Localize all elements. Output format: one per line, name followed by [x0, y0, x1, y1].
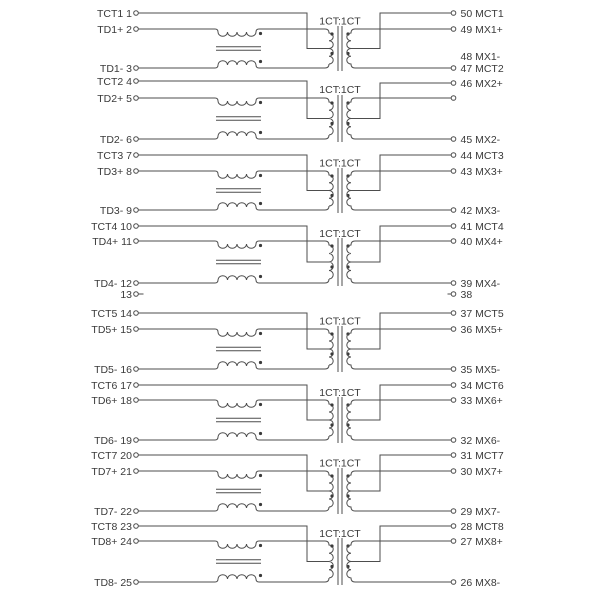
polarity-dot-icon — [330, 32, 333, 35]
pin-label-right: 46 MX2+ — [460, 77, 503, 90]
pin-circle-left — [134, 580, 139, 585]
pin-label-left: TD3+ 8 — [97, 165, 132, 178]
pin-circle-right — [451, 292, 456, 297]
transformer-ratio-label: 1CT:1CT — [319, 315, 361, 328]
pin-label-right: 29 MX7- — [460, 505, 501, 518]
pin-circle-left — [134, 239, 139, 244]
pin-circle-right — [451, 137, 456, 142]
pin-label-right: 30 MX7+ — [460, 465, 503, 478]
pin-label-left: TD6+ 18 — [91, 394, 132, 407]
wire-mct-centertap — [351, 526, 451, 562]
pin-circle-left — [134, 311, 139, 316]
pin-circle-right — [451, 383, 456, 388]
pin-circle-right — [451, 81, 456, 86]
pin-circle-right — [451, 327, 456, 332]
pin-label-left: TD5+ 15 — [91, 323, 132, 336]
pin-label-left: TCT7 20 — [91, 449, 132, 462]
polarity-dot-icon — [259, 574, 262, 577]
polarity-dot-icon — [259, 32, 262, 35]
wire-tct-centertap — [139, 526, 330, 562]
wire-tdminus-choke — [139, 132, 330, 139]
transformer-ratio-label: 1CT:1CT — [319, 15, 361, 28]
transformer-ratio-label: 1CT:1CT — [319, 528, 361, 540]
pin-label-right: 45 MX2- — [460, 133, 501, 146]
pin-circle-left — [134, 169, 139, 174]
polarity-dot-icon — [330, 265, 333, 268]
polarity-dot-icon — [259, 432, 262, 435]
polarity-dot-icon — [259, 403, 262, 406]
pin-circle-left — [134, 524, 139, 529]
pin-label-left: TD4+ 11 — [92, 235, 132, 248]
pin-circle-left — [134, 509, 139, 514]
pin-label-right: 42 MX3- — [460, 204, 501, 217]
wire-tdminus-choke — [139, 203, 330, 210]
pin-label-right: 50 MCT1 — [460, 7, 504, 20]
polarity-dot-icon — [330, 494, 333, 497]
pin-label-left: TCT6 17 — [91, 379, 132, 392]
wire-tct-centertap — [139, 226, 330, 262]
pin-circle-right — [451, 453, 456, 458]
pin-circle-left — [134, 137, 139, 142]
polarity-dot-icon — [330, 332, 333, 335]
pin-label-left: TCT5 14 — [91, 307, 132, 320]
pin-circle-left — [134, 398, 139, 403]
polarity-dot-icon — [330, 352, 333, 355]
pin-circle-right — [451, 281, 456, 286]
pin-circle-left — [134, 27, 139, 32]
pin-circle-left — [134, 438, 139, 443]
wire-mct-centertap — [351, 385, 451, 420]
pin-label-left: TD2+ 5 — [97, 92, 132, 105]
polarity-dot-icon — [259, 131, 262, 134]
transformer-ratio-label: 1CT:1CT — [319, 84, 361, 96]
pin-circle-right — [451, 153, 456, 158]
magnetics-block-8 — [91, 521, 504, 589]
pin-circle-right — [451, 509, 456, 514]
pin-circle-right — [451, 580, 456, 585]
pin-circle-left — [134, 383, 139, 388]
magnetics-block-1 — [97, 8, 504, 75]
polarity-dot-icon — [330, 244, 333, 247]
polarity-dot-icon — [259, 244, 262, 247]
orphan-pin-38 — [448, 289, 473, 301]
transformer-ratio-label: 1CT:1CT — [319, 157, 361, 170]
pin-circle-right — [451, 469, 456, 474]
wire-tdminus-choke — [139, 61, 330, 68]
pin-label-left: TCT8 23 — [91, 520, 132, 533]
pin-label-right: 43 MX3+ — [460, 165, 503, 178]
wire-tct-centertap — [139, 155, 330, 191]
wire-mct-centertap — [351, 155, 451, 191]
pin-circle-right — [451, 224, 456, 229]
magnetics-block-2 — [97, 76, 503, 146]
pin-label-right: 28 MCT8 — [460, 520, 504, 533]
polarity-dot-icon — [330, 174, 333, 177]
pin-circle-left — [134, 11, 139, 16]
pin-circle-right — [451, 66, 456, 71]
magnetics-block-3 — [97, 150, 504, 217]
magnetics-block-7 — [91, 450, 504, 518]
polarity-dot-icon — [259, 275, 262, 278]
pin-circle-left — [134, 224, 139, 229]
pin-label-right: 36 MX5+ — [460, 323, 503, 336]
pin-label-right: 48 MX1- — [460, 50, 501, 63]
wire-tct-centertap — [139, 81, 330, 119]
magnetics-block-6 — [91, 380, 504, 447]
pin-circle-right — [451, 367, 456, 372]
polarity-dot-icon — [330, 403, 333, 406]
pin-label-right: 33 MX6+ — [460, 394, 503, 407]
pin-circle-left — [134, 367, 139, 372]
pin-label-right: 40 MX4+ — [460, 235, 503, 248]
polarity-dot-icon — [330, 194, 333, 197]
pin-circle-right — [451, 208, 456, 213]
wire-mct-centertap — [351, 13, 451, 49]
pin-circle-left — [134, 539, 139, 544]
pin-circle-left — [134, 66, 139, 71]
pin-label-left: TD3- 9 — [99, 204, 132, 217]
polarity-dot-icon — [259, 361, 262, 364]
pin-label-left: TCT1 1 — [96, 7, 132, 20]
pin-label-right: 38 — [460, 288, 473, 301]
wire-tct-centertap — [139, 13, 330, 49]
pin-label-right: 34 MCT6 — [460, 379, 504, 392]
pin-label-left: TD8+ 24 — [91, 535, 132, 548]
pin-circle-right — [451, 239, 456, 244]
pin-circle-left — [134, 327, 139, 332]
pin-label-left: TD8- 25 — [94, 576, 132, 589]
transformer-ratio-label: 1CT:1CT — [319, 387, 361, 399]
pin-circle-right — [451, 311, 456, 316]
transformer-ratio-label: 1CT:1CT — [319, 228, 361, 240]
pin-label-right: 35 MX5- — [460, 363, 501, 376]
pin-circle-right — [451, 438, 456, 443]
pin-circle-right — [451, 96, 456, 101]
pin-label-left: TCT4 10 — [91, 220, 132, 233]
pin-label-left: TCT3 7 — [96, 149, 132, 162]
pin-label-right: 39 MX4- — [460, 277, 501, 290]
polarity-dot-icon — [259, 60, 262, 63]
wire-tdminus-choke — [139, 433, 330, 440]
pin-label-left: TCT2 4 — [96, 75, 132, 88]
wire-tdminus-choke — [139, 362, 330, 369]
pin-label-right: 32 MX6- — [460, 434, 501, 447]
transformer-ratio-label: 1CT:1CT — [319, 457, 361, 470]
pin-label-left: TD1+ 2 — [97, 23, 132, 36]
orphan-pin-13 — [120, 289, 143, 301]
wire-tct-centertap — [139, 385, 330, 420]
polarity-dot-icon — [330, 544, 333, 547]
wire-mct-centertap — [351, 455, 451, 491]
polarity-dot-icon — [330, 101, 333, 104]
magnetics-block-5 — [91, 308, 504, 376]
pin-circle-right — [451, 524, 456, 529]
polarity-dot-icon — [330, 122, 333, 125]
wire-tdminus-choke — [139, 575, 330, 582]
polarity-dot-icon — [259, 474, 262, 477]
wire-mct-centertap — [351, 226, 451, 262]
pin-label-left: TD1- 3 — [99, 62, 132, 75]
pin-label-right: 26 MX8- — [460, 576, 501, 589]
wire-tct-centertap — [139, 455, 330, 491]
pin-circle-left — [134, 281, 139, 286]
pin-label-right: 31 MCT7 — [460, 449, 504, 462]
polarity-dot-icon — [330, 565, 333, 568]
polarity-dot-icon — [259, 101, 262, 104]
polarity-dot-icon — [259, 174, 262, 177]
magnetics-block-4 — [91, 221, 504, 290]
wire-mct-centertap — [351, 313, 451, 349]
pin-circle-left — [134, 453, 139, 458]
pin-circle-left — [134, 96, 139, 101]
polarity-dot-icon — [330, 52, 333, 55]
wire-tdminus-choke — [139, 504, 330, 511]
pin-circle-right — [451, 398, 456, 403]
pin-label-left: TD7- 22 — [94, 505, 132, 518]
pin-label-right: 49 MX1+ — [460, 23, 503, 36]
wire-tct-centertap — [139, 313, 330, 349]
polarity-dot-icon — [259, 544, 262, 547]
polarity-dot-icon — [259, 202, 262, 205]
pin-circle-left — [134, 292, 139, 297]
pin-label-right: 47 MCT2 — [460, 62, 504, 75]
pin-label-right: 37 MCT5 — [460, 307, 504, 320]
pin-label-right: 41 MCT4 — [460, 220, 504, 233]
pin-label-right: 27 MX8+ — [460, 535, 503, 548]
wire-tdminus-choke — [139, 276, 330, 283]
pin-label-left: TD4- 12 — [94, 277, 132, 290]
pin-circle-right — [451, 539, 456, 544]
polarity-dot-icon — [259, 332, 262, 335]
pin-label-left: TD6- 19 — [94, 434, 132, 447]
polarity-dot-icon — [330, 423, 333, 426]
pin-circle-right — [451, 169, 456, 174]
pin-label-left: TD7+ 21 — [91, 465, 132, 478]
pin-circle-left — [134, 208, 139, 213]
pin-label-left: TD2- 6 — [99, 133, 132, 146]
pin-circle-right — [451, 27, 456, 32]
pin-circle-left — [134, 153, 139, 158]
polarity-dot-icon — [259, 503, 262, 506]
pin-label-left: TD5- 16 — [94, 363, 132, 376]
pin-label-right: 44 MCT3 — [460, 149, 504, 162]
pin-circle-left — [134, 469, 139, 474]
pin-label-left: 13 — [120, 288, 132, 301]
wire-mct-centertap — [351, 83, 451, 119]
pin-circle-right — [451, 11, 456, 16]
pin-circle-left — [134, 79, 139, 84]
polarity-dot-icon — [330, 474, 333, 477]
